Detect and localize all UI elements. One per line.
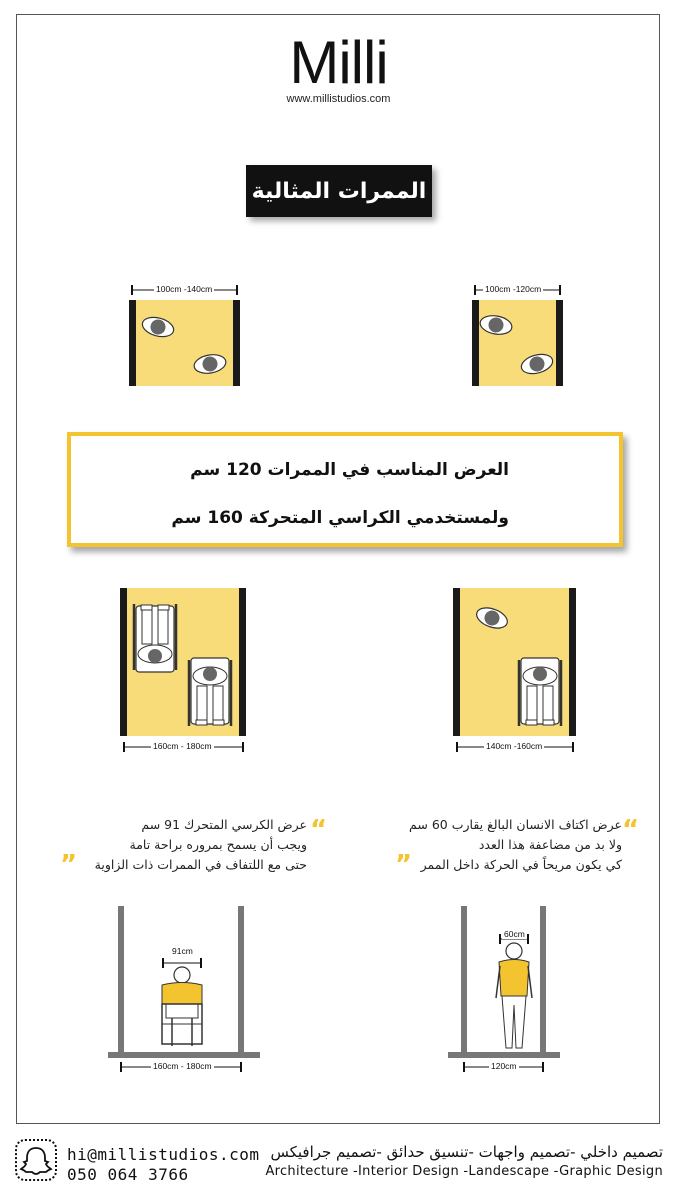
dim-elev-right-object: 60cm <box>504 929 525 939</box>
note-right-line-2: ولا بد من مضاعفة هذا العدد <box>478 837 622 852</box>
info-line-1: العرض المناسب في الممرات 120 سم <box>190 460 509 480</box>
dim-middle-left: 160cm - 180cm <box>153 741 212 751</box>
brand-logo: Milli <box>289 29 388 96</box>
snapcode-icon <box>14 1138 58 1182</box>
quote-mark-right-close: ” <box>395 850 413 880</box>
corridor-top-right <box>472 290 563 386</box>
contact-email[interactable]: hi@millistudios.com <box>67 1145 260 1164</box>
corridor-middle-left <box>120 588 246 747</box>
dim-elev-right-width: 120cm <box>491 1061 517 1071</box>
note-left-line-2: ويجب أن يسمح بمروره براحة تامة <box>129 837 307 852</box>
dim-elev-left-width: 160cm - 180cm <box>153 1061 212 1071</box>
note-left-line-3: حتى مع اللتفاف في الممرات ذات الزاوية <box>94 857 307 872</box>
info-line-2: ولمستخدمي الكراسي المتحركة 160 سم <box>171 508 509 528</box>
dim-top-right: 100cm -120cm <box>485 284 542 294</box>
note-right-line-3: كي يكون مريحاً في الحركة داخل الممر <box>420 857 622 872</box>
corridor-middle-right <box>453 588 576 747</box>
services-english: Architecture -Interior Design -Landescape -Graphic Design <box>265 1164 663 1179</box>
quote-mark-left-close: ” <box>60 850 78 880</box>
page-title: الممرات المثالية <box>246 165 432 217</box>
elevation-left <box>108 906 260 1067</box>
brand-url: www.millistudios.com <box>286 93 391 105</box>
note-left-line-1: عرض الكرسي المتحرك 91 سم <box>141 817 307 832</box>
dim-top-left: 100cm -140cm <box>156 284 213 294</box>
quote-mark-left-open: “ <box>310 815 328 845</box>
corridor-top-left <box>129 290 240 386</box>
dim-elev-left-object: 91cm <box>172 946 193 956</box>
services-arabic: تصميم داخلي -تصميم واجهات -تنسيق حدائق -تصميم جرافيكس <box>270 1143 663 1161</box>
contact-phone[interactable]: 050 064 3766 <box>67 1165 189 1184</box>
note-left <box>95 815 307 875</box>
note-right-line-1: عرض اكتاف الانسان البالغ يقارب 60 سم <box>409 817 622 832</box>
dim-middle-right: 140cm -160cm <box>486 741 543 751</box>
note-right <box>409 815 622 875</box>
quote-mark-right-open: “ <box>622 815 640 845</box>
info-box <box>67 432 623 547</box>
